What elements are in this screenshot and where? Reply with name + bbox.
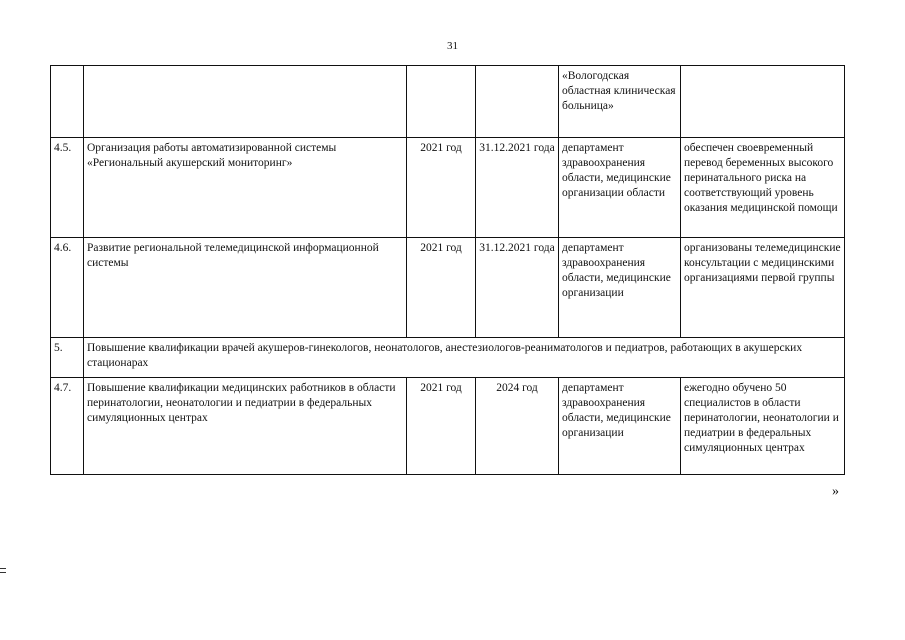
cell-end: 31.12.2021 года [476,238,559,338]
cell-responsible: департамент здравоохранения области, медицинские организации [559,238,681,338]
cell-responsible: департамент здравоохранения области, медицинские организации области [559,138,681,238]
cell-result: ежегодно обучено 50 специалистов в области перинатологии, неонатологии и педиатрии в федеральных симуляционных центрах [681,378,845,475]
section-number: 5. [51,338,84,378]
cell-activity: Организация работы автоматизированной системы «Региональный акушерский мониторинг» [84,138,407,238]
table-row [51,66,845,138]
table-row [51,138,845,238]
cell-number: 4.6. [51,238,84,338]
cell-result: организованы телемедицинские консультации с медицинскими организациями первой группы [681,238,845,338]
table-row [51,378,845,475]
margin-mark [0,568,6,576]
cell-responsible: «Вологодская областная клиническая больница» [559,66,681,138]
table-section-row [51,338,845,378]
cell-start: 2021 год [407,238,476,338]
table-row [51,238,845,338]
section-title: Повышение квалификации врачей акушеров-гинекологов, неонатологов, анестезиологов-реаниматологов и педиатров, работающих в акушерских стационарах [84,338,845,378]
cell-number: 4.7. [51,378,84,475]
cell-end [476,66,559,138]
cell-end: 2024 год [476,378,559,475]
activities-table [50,65,845,475]
cell-start [407,66,476,138]
cell-result [681,66,845,138]
cell-end: 31.12.2021 года [476,138,559,238]
closing-quote: » [832,484,839,499]
cell-start: 2021 год [407,138,476,238]
cell-start: 2021 год [407,378,476,475]
page-number: 31 [447,40,458,52]
cell-activity [84,66,407,138]
cell-number: 4.5. [51,138,84,238]
cell-result: обеспечен своевременный перевод беременных высокого перинатального риска на соответствующий уровень оказания медицинской помощи [681,138,845,238]
cell-number [51,66,84,138]
cell-activity: Развитие региональной телемедицинской информационной системы [84,238,407,338]
cell-activity: Повышение квалификации медицинских работников в области перинатологии, неонатологии и педиатрии в федеральных симуляционных центрах [84,378,407,475]
cell-responsible: департамент здравоохранения области, медицинские организации [559,378,681,475]
